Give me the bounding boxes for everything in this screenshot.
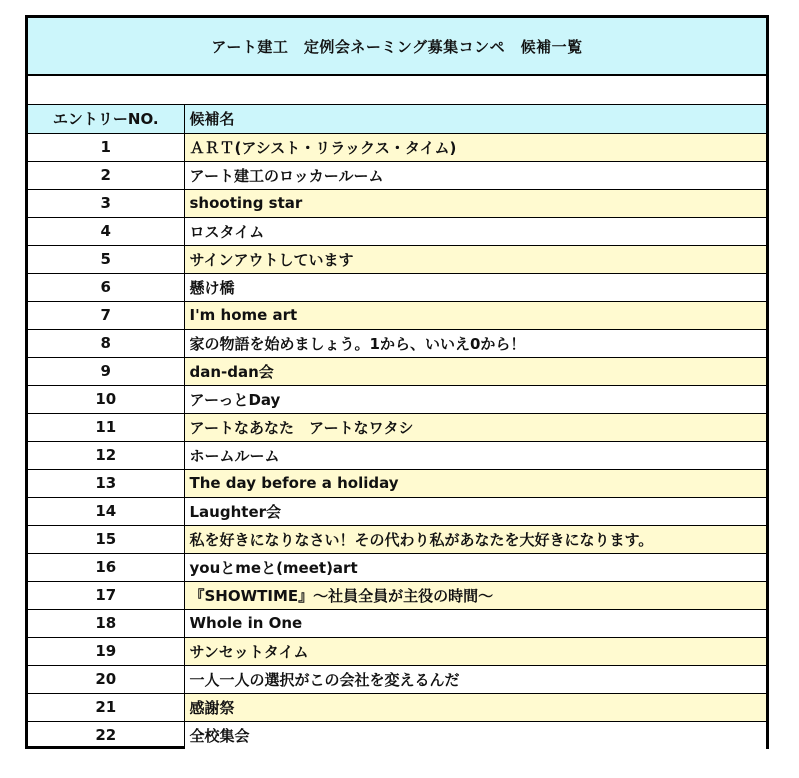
entry-number: 17 [28,581,184,609]
entry-number: 19 [28,637,184,665]
table-row [28,693,766,721]
table-row [28,357,766,385]
table-row [28,441,766,469]
candidate-name: ロスタイム [184,217,766,245]
entry-number: 2 [28,161,184,189]
table-row [28,721,766,749]
table-row [28,609,766,637]
candidate-name: Laughter会 [184,497,766,525]
entry-number: 1 [28,133,184,161]
candidate-name: youとmeと(meet)art [184,553,766,581]
entry-number: 9 [28,357,184,385]
candidate-name: 私を好きになりなさい！その代わり私があなたを大好きになります。 [184,525,766,553]
candidate-name: 全校集会 [184,721,766,749]
table-row [28,189,766,217]
entry-number: 7 [28,301,184,329]
candidate-name: 感謝祭 [184,693,766,721]
candidate-name: アーっとDay [184,385,766,413]
entry-number: 6 [28,273,184,301]
candidate-name: I'm home art [184,301,766,329]
table-row [28,217,766,245]
table-row [28,273,766,301]
candidate-name: Whole in One [184,609,766,637]
table-row [28,525,766,553]
candidate-name: ホームルーム [184,441,766,469]
entry-number: 16 [28,553,184,581]
header-row [28,105,766,133]
table-row [28,581,766,609]
candidate-name: アート建工のロッカールーム [184,161,766,189]
table-row [28,329,766,357]
header-candidate-name: 候補名 [184,105,766,133]
table-row [28,301,766,329]
entry-number: 11 [28,413,184,441]
candidate-name: 一人一人の選択がこの会社を変えるんだ [184,665,766,693]
table-row [28,385,766,413]
candidate-name: ＡＲＴ(アシスト・リラックス・タイム) [184,133,766,161]
entry-number: 22 [28,721,184,749]
table-row [28,245,766,273]
entry-number: 13 [28,469,184,497]
candidate-name: The day before a holiday [184,469,766,497]
candidate-name: 家の物語を始めましょう。1から、いいえ0から！ [184,329,766,357]
table-row [28,161,766,189]
candidate-sheet [25,15,769,749]
table-row [28,133,766,161]
table-row [28,413,766,441]
candidate-name: dan-dan会 [184,357,766,385]
candidate-name: 『SHOWTIME』～社員全員が主役の時間～ [184,581,766,609]
entry-number: 8 [28,329,184,357]
blank-row [28,76,766,105]
table-row [28,469,766,497]
candidate-table [28,105,766,749]
entry-number: 10 [28,385,184,413]
candidate-name: shooting star [184,189,766,217]
header-entry-no: エントリーNO. [28,105,184,133]
entry-number: 14 [28,497,184,525]
candidate-name: アートなあなた アートなワタシ [184,413,766,441]
entry-number: 5 [28,245,184,273]
table-row [28,497,766,525]
table-row [28,637,766,665]
entry-number: 20 [28,665,184,693]
candidate-name: 懸け橋 [184,273,766,301]
candidate-rows [28,133,766,749]
candidate-name: サインアウトしています [184,245,766,273]
entry-number: 3 [28,189,184,217]
entry-number: 18 [28,609,184,637]
table-row [28,665,766,693]
sheet-title: アート建工 定例会ネーミング募集コンペ 候補一覧 [28,18,766,76]
entry-number: 15 [28,525,184,553]
table-row [28,553,766,581]
candidate-name: サンセットタイム [184,637,766,665]
entry-number: 12 [28,441,184,469]
entry-number: 21 [28,693,184,721]
entry-number: 4 [28,217,184,245]
